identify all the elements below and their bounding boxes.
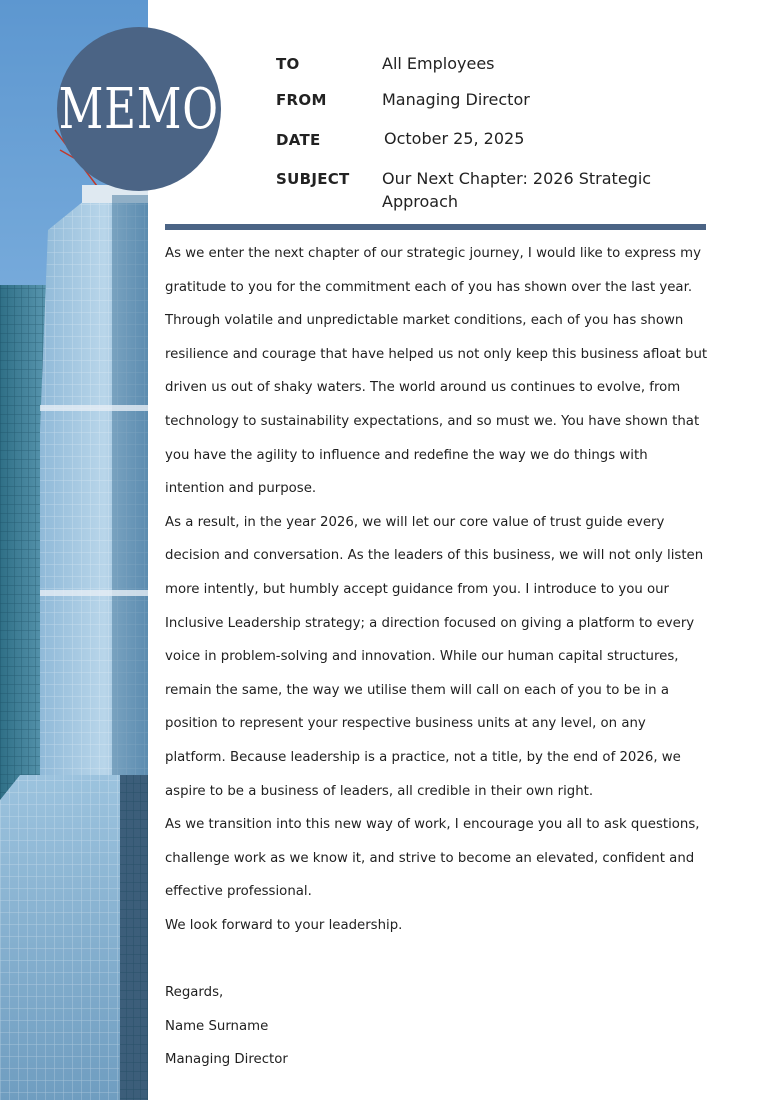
memo-body bbox=[165, 237, 710, 942]
to-value: All Employees bbox=[382, 54, 495, 73]
regards-text: Regards, bbox=[165, 985, 224, 1000]
signer-name: Name Surname bbox=[165, 1018, 269, 1034]
memo-title: MEMO bbox=[58, 76, 220, 142]
body-paragraph: We look forward to your leadership. bbox=[165, 917, 403, 933]
to-label: TO bbox=[276, 55, 300, 73]
from-value: Managing Director bbox=[382, 90, 530, 109]
subject-label: SUBJECT bbox=[276, 170, 350, 188]
memo-badge bbox=[57, 27, 221, 191]
from-label: FROM bbox=[276, 91, 327, 109]
signer-title: Managing Director bbox=[165, 1052, 288, 1068]
body-paragraph: As we transition into this new way of work, I encourage you all to ask questions, challenge work as we know it, and strive to become an elevated, confident and effective professional. bbox=[165, 817, 700, 900]
memo-closing bbox=[165, 976, 288, 1077]
subject-value: Our Next Chapter: 2026 Strategic Approach bbox=[382, 169, 652, 211]
date-label: DATE bbox=[276, 131, 321, 149]
body-paragraph: As a result, in the year 2026, we will let our core value of trust guide every decision and conversation. As the leaders of this business, we will not only listen more intently, but humbly accept guidance from you. I introduce to you our Inclusive Leadership strategy; a direction focused on giving a platform to every voice in problem-solving and innovation. While our human capital structures, remain the same, the way we utilise them will call on each of you to be in a position to represent your respective business units at any level, on any platform. Because leadership is a practice, not a title, by the end of 2026, we aspire to be a business of leaders, all credible in their own right. bbox=[165, 514, 704, 799]
header-divider bbox=[165, 224, 706, 230]
date-value: October 25, 2025 bbox=[384, 129, 525, 148]
body-paragraph: As we enter the next chapter of our strategic journey, I would like to express my gratitude to you for the commitment each of you has shown over the last year. Through volatile and unpredictable market conditions, each of you has shown resilience and courage that have helped us not only keep this business afloat but driven us out of shaky waters. The world around us continues to evolve, from technology to sustainability expectations, and so must we. You have shown that you have the agility to influence and redefine the way we do things with intention and purpose. bbox=[165, 246, 708, 497]
